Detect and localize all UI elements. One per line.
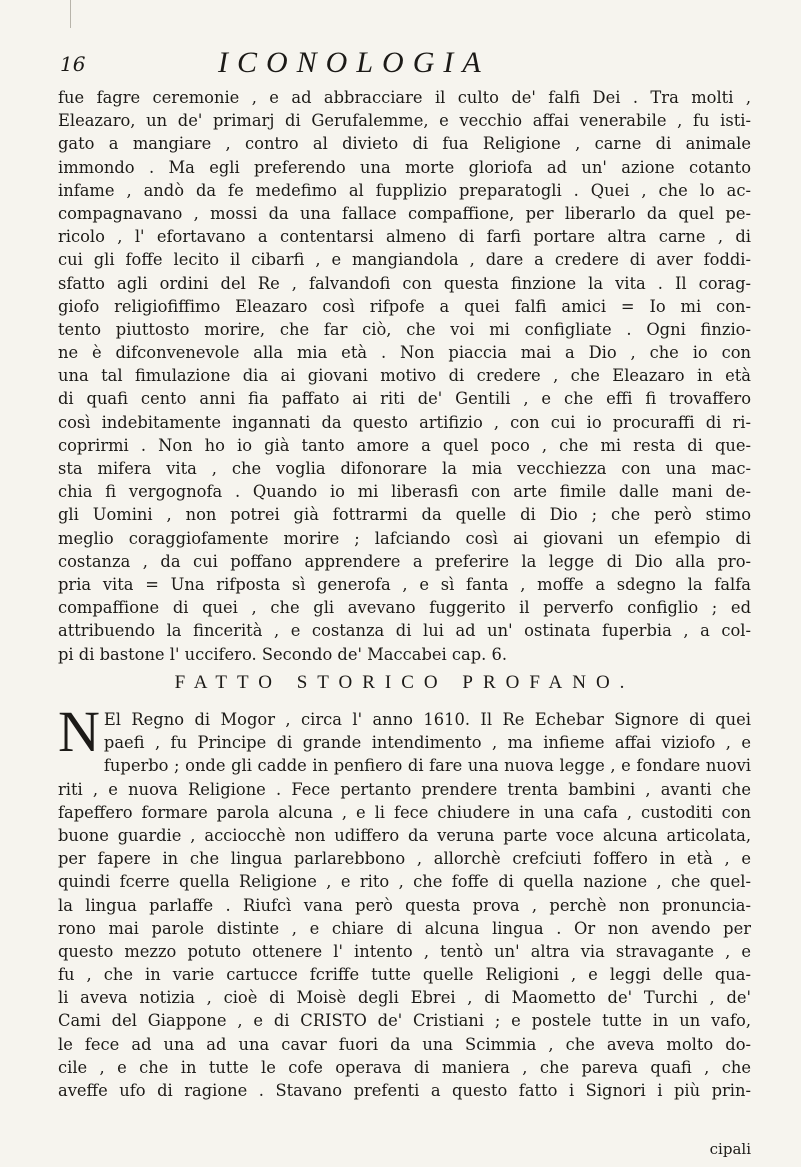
text-line: rono mai parole distinte , e chiare di alcuna lingua . Or non avendo per: [58, 918, 751, 938]
text-line: questo mezzo potuto ottenere l' intento , tentò un' altra via stravagante , e: [58, 941, 751, 961]
text-line: compagnavano , mossi da una fallace compaffione, per liberarlo da quel pe-: [58, 203, 751, 223]
text-line: per fapere in che lingua parlarebbono , allorchè crefciuti foffero in età , e: [58, 849, 751, 869]
text-line: giofo religiofiffimo Eleazaro così rifpofe a quei falfi amici = Io mi con-: [58, 296, 751, 316]
page-header: [58, 46, 751, 80]
page-number: 16: [60, 52, 86, 76]
text-line: meglio coraggiofamente morire ; lafciando così ai giovani un efempio di: [58, 528, 751, 548]
running-title: ICONOLOGIA: [218, 46, 490, 79]
text-line: le fece ad una ad una cavar fuori da una Scimmia , che aveva molto do-: [58, 1034, 751, 1054]
text-line: infame , andò da fe medefimo al fupplizio preparatogli . Quei , che lo ac-: [58, 180, 751, 200]
story-two: [58, 699, 751, 1102]
text-line: riti , e nuova Religione . Fece pertanto prendere trenta bambini , avanti che: [58, 779, 751, 799]
catchword: cipali: [709, 1140, 751, 1158]
text-line: una tal fimulazione dia ai giovani motivo di credere , che Eleazaro in età: [58, 366, 751, 386]
story-one: [58, 86, 751, 666]
text-line: Eleazaro, un de' primarj di Gerufalemme, e vecchio affai venerabile , fu isti-: [58, 111, 751, 131]
text-line: paefi , fu Principe di grande intendimento , ma infieme affai viziofo , e: [103, 733, 751, 753]
text-line: gato a mangiare , contro al divieto di fua Religione , carne di animale: [58, 134, 751, 154]
text-line: El Regno di Mogor , circa l' anno 1610. Il Re Echebar Signore di quei: [103, 710, 751, 729]
text-line: li aveva notizia , cioè di Moisè degli Ebrei , di Maometto de' Turchi , de': [58, 988, 751, 1008]
text-line: fapeffero formare parola alcuna , e li fece chiudere in una cafa , custoditi con: [58, 802, 751, 822]
text-line: coprirmi . Non ho io già tanto amore a quel poco , che mi resta di que-: [58, 435, 751, 455]
text-line: immondo . Ma egli preferendo una morte gloriofa ad un' azione cotanto: [58, 157, 751, 177]
text-line: Cami del Giappone , e di CRISTO de' Cristiani ; e postele tutte in un vafo,: [58, 1011, 751, 1031]
text-line: fuperbo ; onde gli cadde in penfiero di fare una nuova legge , e fondare nuovi: [103, 756, 751, 776]
text-line: buone guardie , acciocchè non udiffero da veruna parte voce alcuna articolata,: [58, 825, 751, 845]
text-line: fue fagre ceremonie , e ad abbracciare il culto de' falfi Dei . Tra molti ,: [58, 88, 751, 107]
text-line: così indebitamente ingannati da questo artifizio , con cui io procuraffi di ri-: [58, 412, 751, 432]
text-line: sfatto agli ordini del Re , falvandofi con questa finzione la vita . Il corag-: [58, 273, 751, 293]
page-edge-mark: [70, 0, 71, 28]
dropcap-letter: N: [58, 699, 100, 764]
text-line: cui gli foffe lecito il cibarfi , e mangiandola , dare a credere di aver foddi-: [58, 250, 751, 270]
story-two-lines: [58, 699, 751, 1102]
text-line: chia fi vergognofa . Quando io mi liberasfi con arte fimile dalle mani de-: [58, 482, 751, 502]
text-line: la lingua parlaffe . Riufcì vana però questa prova , perchè non pronuncia-: [58, 895, 751, 915]
text-line: di quafi cento anni fia paffato ai riti de' Gentili , e che effi fi trovaffero: [58, 389, 751, 409]
text-line: ne è difconvenevole alla mia età . Non piaccia mai a Dio , che io con: [58, 343, 751, 363]
text-line: tento piuttosto morire, che far ciò, che voi mi configliate . Ogni finzio-: [58, 319, 751, 339]
text-line: quindi fcerre quella Religione , e rito , che foffe di quella nazione , che quel-: [58, 872, 751, 892]
text-line: pi di bastone l' uccifero. Secondo de' Maccabei cap. 6.: [58, 644, 508, 664]
text-line: cile , e che in tutte le cofe operava di maniera , che pareva quafi , che: [58, 1057, 751, 1077]
text-line: gli Uomini , non potrei già fottrarmi da quelle di Dio ; che però stimo: [58, 505, 751, 525]
text-line: attribuendo la fincerità , e costanza di lui ad un' ostinata fuperbia , a col-: [58, 621, 751, 641]
text-line: sta mifera vita , che voglia difonorare la mia vecchiezza con una mac-: [58, 459, 751, 478]
text-line: aveffe ufo di ragione . Stavano prefenti a questo fatto i Signori i più prin-: [58, 1081, 751, 1100]
text-line: costanza , da cui poffano apprendere a preferire la legge di Dio alla pro-: [58, 551, 751, 571]
text-line: fu , che in varie cartucce fcriffe tutte quelle Religioni , e leggi delle qua-: [58, 965, 751, 985]
text-line: ricolo , l' efortavano a contentarsi almeno di farfi portare altra carne , di: [58, 227, 751, 247]
section-title: FATTO STORICO PROFANO.: [174, 672, 635, 693]
text-line: pria vita = Una rifposta sì generofa , e sì fanta , moffe a sdegno la falfa: [58, 574, 751, 594]
text-line: compaffione di quei , che gli avevano fuggerito il perverfo configlio ; ed: [58, 598, 751, 618]
